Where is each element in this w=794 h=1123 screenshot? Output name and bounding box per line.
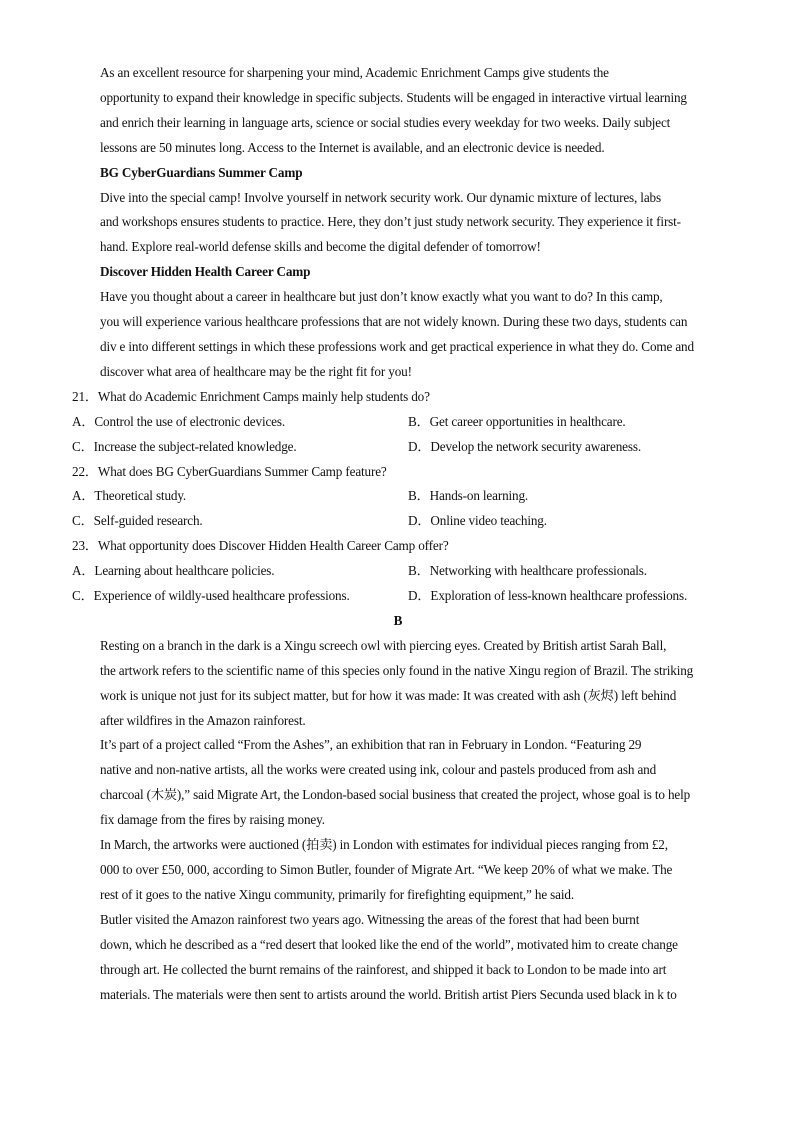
paragraph-auction [72, 833, 724, 908]
question-21 [72, 385, 724, 460]
paragraph-from-the-ashes [72, 733, 724, 833]
option-b: B．Get career opportunities in healthcare. [408, 413, 626, 429]
text-line: hand. Explore real-world defense skills and become the digital defender of tomorrow! [100, 239, 541, 255]
document-page [72, 61, 724, 1007]
text-line: In March, the artworks were auctioned (拍卖) in London with estimates for individual pieces ranging from £2, [100, 837, 668, 853]
text-line: discover what area of healthcare may be the right fit for you! [100, 363, 412, 379]
question-22 [72, 460, 724, 535]
option-b: B．Networking with healthcare professionals. [408, 563, 647, 579]
heading-cyberguardians: BG CyberGuardians Summer Camp [100, 164, 303, 180]
text-line: Dive into the special camp! Involve yourself in network security work. Our dynamic mixture of lectures, labs [100, 189, 661, 205]
option-a: A．Control the use of electronic devices. [72, 413, 285, 429]
text-line: lessons are 50 minutes long. Access to the Internet is available, and an electronic device is needed. [100, 139, 605, 155]
text-line: work is unique not just for its subject matter, but for how it was made: It was created with ash (灰烬) left behind [100, 687, 677, 703]
paragraph-butler-visit [72, 908, 724, 1008]
text-line: Butler visited the Amazon rainforest two years ago. Witnessing the areas of the forest that had been burnt [100, 911, 640, 927]
text-line: 000 to over £50, 000, according to Simon Butler, founder of Migrate Art. “We keep 20% of what we make. The [100, 862, 673, 877]
question-23 [72, 534, 724, 609]
question-stem: 22．What does BG CyberGuardians Summer Camp feature? [72, 463, 387, 479]
text-line: Resting on a branch in the dark is a Xingu screech owl with piercing eyes. Created by British artist Sarah Ball, [100, 637, 667, 653]
text-line: through art. He collected the burnt remains of the rainforest, and shipped it back to London to be made into art [100, 961, 667, 977]
option-c: C．Experience of wildly-used healthcare professions. [72, 588, 350, 604]
text-line: you will experience various healthcare professions that are not widely known. During these two days, students can [100, 314, 688, 330]
paragraph-owl-artwork [72, 634, 724, 734]
text-line: rest of it goes to the native Xingu community, primarily for firefighting equipment,” he said. [100, 886, 574, 902]
question-stem: 21．What do Academic Enrichment Camps mainly help students do? [72, 388, 430, 404]
option-c: C．Self-guided research. [72, 513, 203, 529]
option-a: A．Theoretical study. [72, 488, 187, 504]
text-line: after wildfires in the Amazon rainforest. [100, 712, 306, 728]
paragraph-health-career [72, 285, 724, 385]
option-d: D．Develop the network security awareness. [408, 438, 641, 454]
answer-options [72, 410, 724, 460]
heading-health-career: Discover Hidden Health Career Camp [100, 264, 311, 280]
answer-options [72, 484, 724, 534]
text-line: and workshops ensures students to practice. Here, they don’t just study network security. They experience it first- [100, 214, 681, 230]
text-line: Have you thought about a career in healthcare but just don’t know exactly what you want to do? In this camp, [100, 289, 663, 305]
text-line: charcoal (木炭),” said Migrate Art, the London-based social business that created the project, whose goal is to help [100, 787, 691, 803]
option-c: C．Increase the subject-related knowledge. [72, 438, 297, 454]
question-stem: 23．What opportunity does Discover Hidden Health Career Camp offer? [72, 538, 449, 554]
option-d: D．Exploration of less-known healthcare professions. [408, 588, 688, 604]
paragraph-cyberguardians [72, 186, 724, 261]
answer-options [72, 559, 724, 609]
text-line: native and non-native artists, all the works were created using ink, colour and pastels produced from ash and [100, 762, 657, 778]
text-line: opportunity to expand their knowledge in specific subjects. Students will be engaged in interactive virtual learning [100, 89, 687, 105]
text-line: fix damage from the fires by raising money. [100, 812, 325, 828]
text-line: div e into different settings in which these professions work and get practical experience in what they do. Come and [100, 338, 694, 354]
text-line: materials. The materials were then sent to artists around the world. British artist Piers Secunda used black in k to [100, 986, 677, 1002]
paragraph-academic-enrichment [72, 61, 724, 161]
option-b: B．Hands-on learning. [408, 488, 529, 504]
text-line: down, which he described as a “red desert that looked like the end of the world”, motivated him to create change [100, 936, 678, 952]
text-line: the artwork refers to the scientific name of this species only found in the native Xingu region of Brazil. The striking [100, 662, 694, 678]
text-line: and enrich their learning in language arts, science or social studies every weekday for two weeks. Daily subject [100, 114, 671, 130]
section-b-heading: B [393, 612, 403, 628]
text-line: It’s part of a project called “From the Ashes”, an exhibition that ran in February in London. “Featuring 29 [100, 737, 642, 753]
option-a: A．Learning about healthcare policies. [72, 563, 275, 579]
text-line: As an excellent resource for sharpening your mind, Academic Enrichment Camps give students the [100, 65, 609, 80]
option-d: D．Online video teaching. [408, 513, 547, 529]
